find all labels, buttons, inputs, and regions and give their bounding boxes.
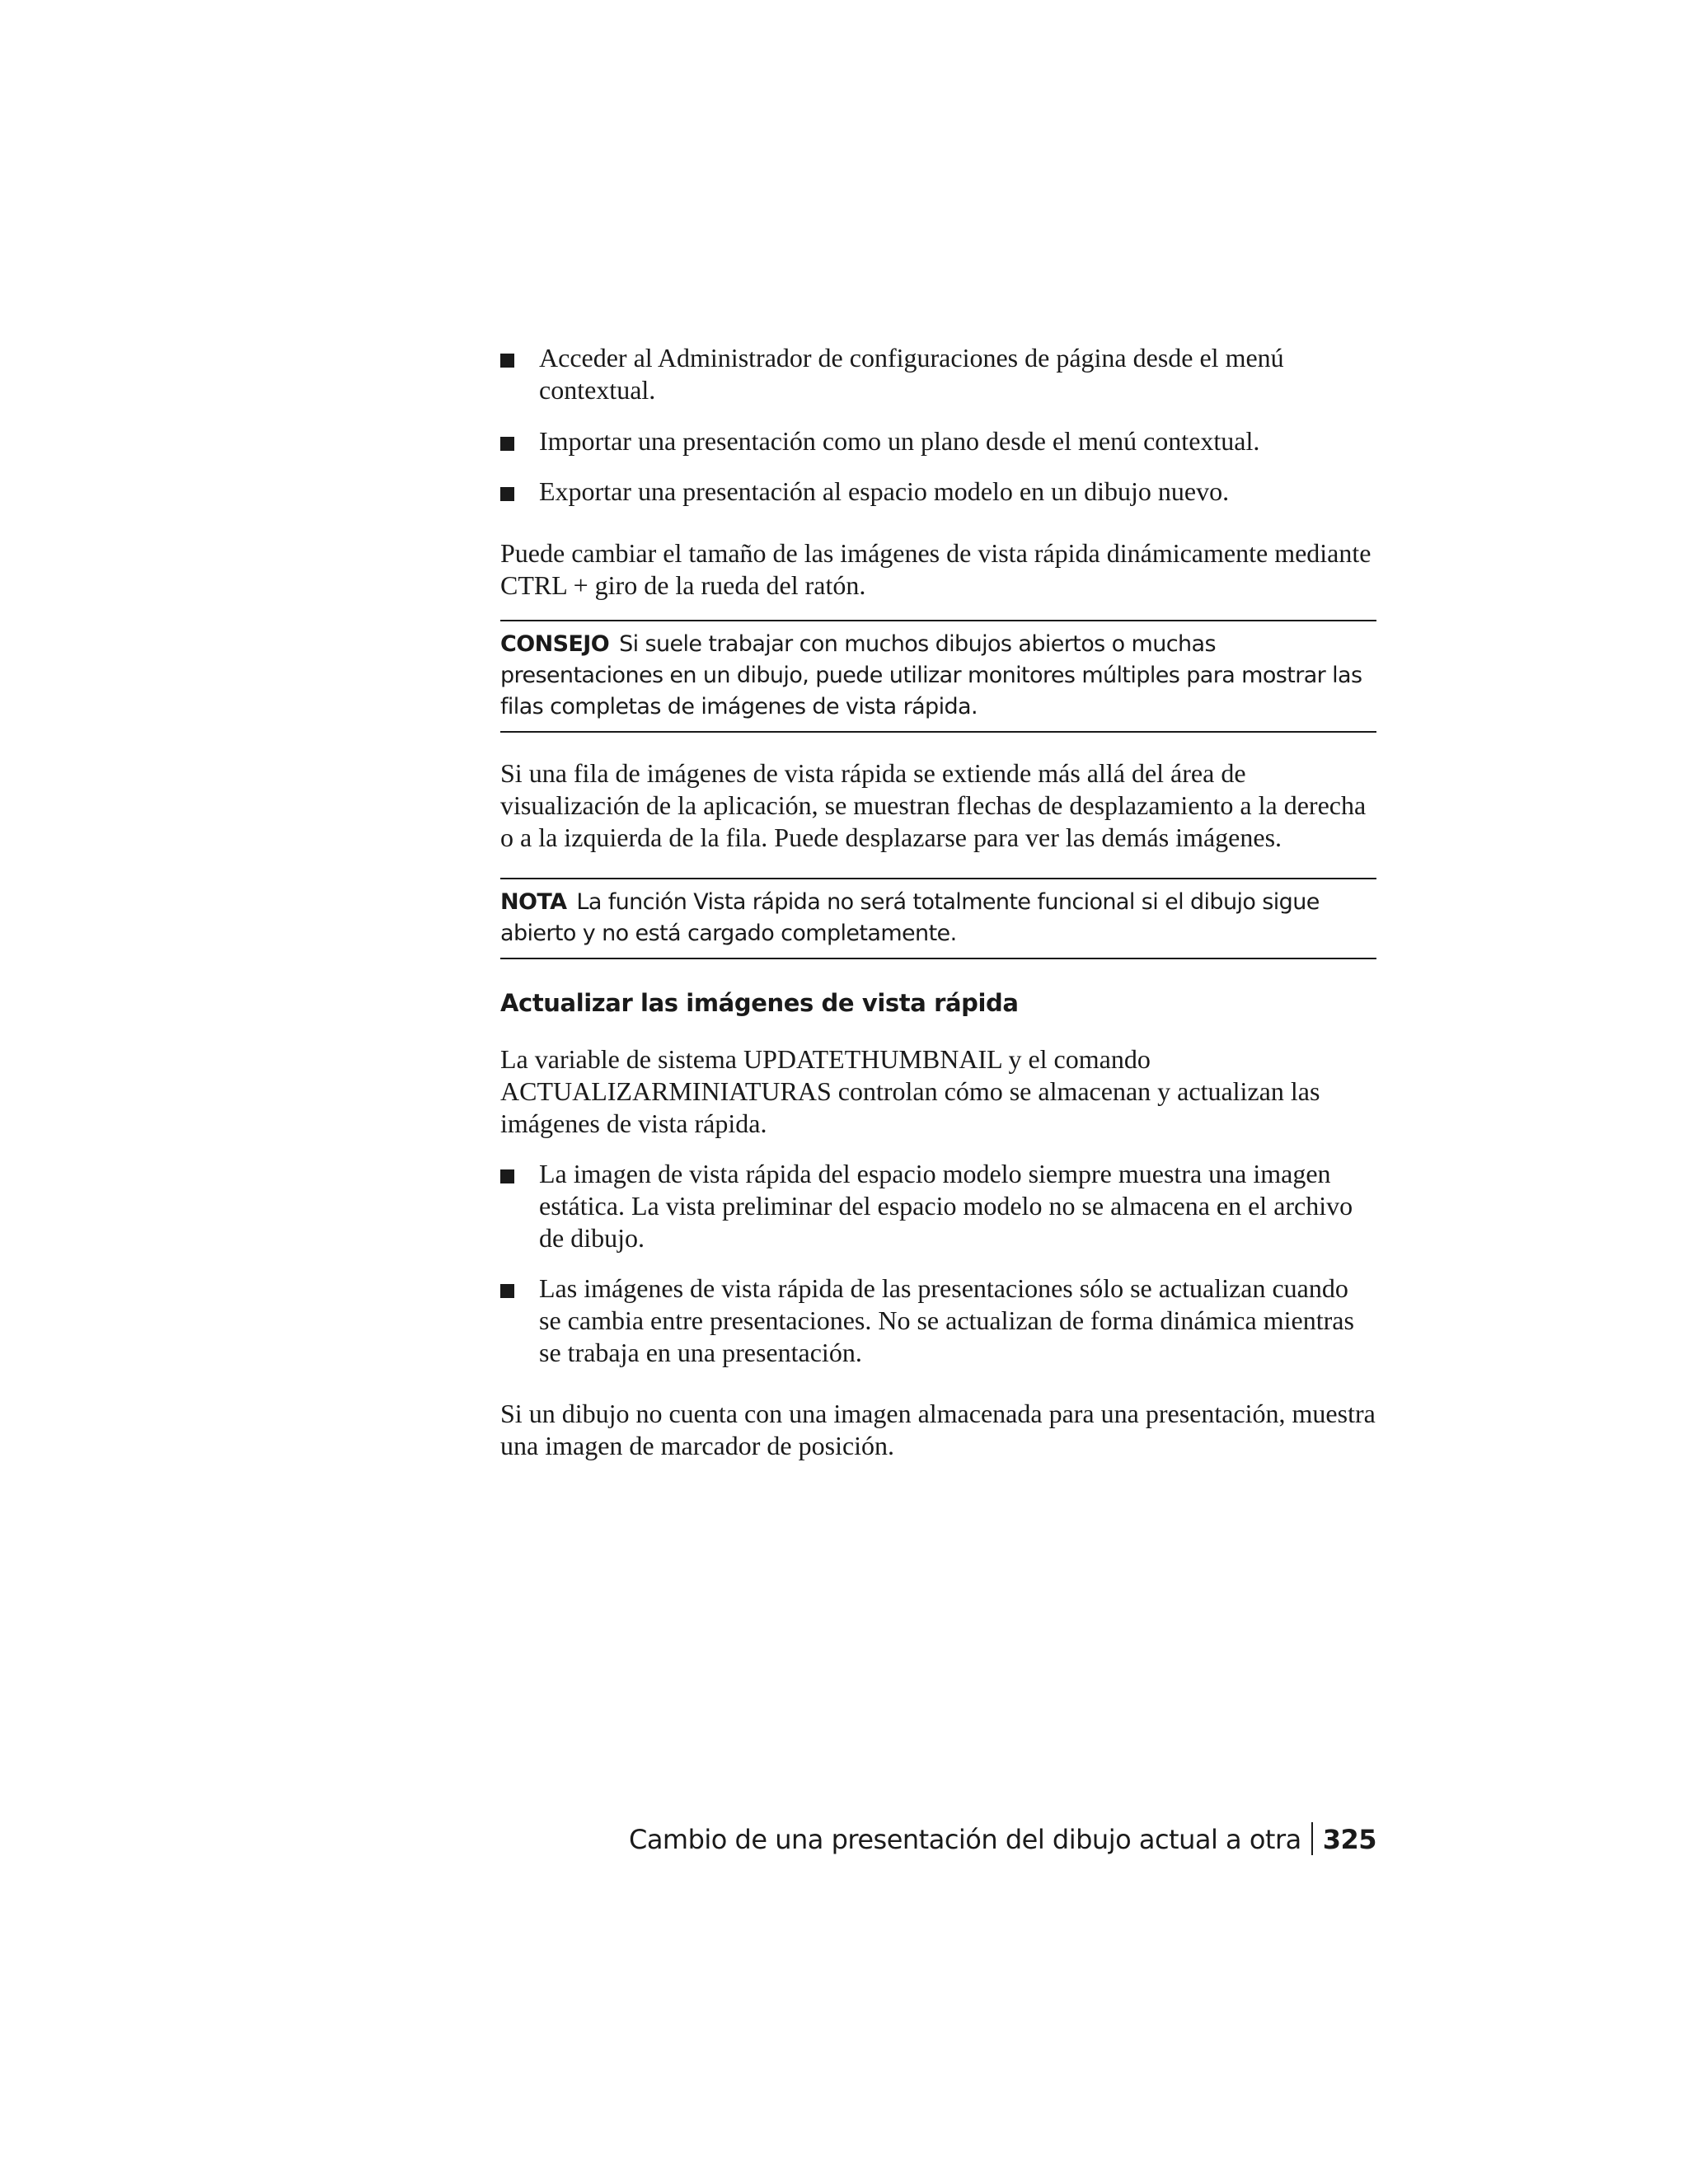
- list-item-text: Importar una presentación como un plano desde el menú contextual.: [539, 426, 1260, 456]
- square-bullet-icon: [500, 437, 514, 451]
- list-item-text: Acceder al Administrador de configuraciones de página desde el menú contextual.: [539, 343, 1284, 405]
- list-item: [500, 342, 1376, 406]
- paragraph-variable: La variable de sistema UPDATETHUMBNAIL y el comando ACTUALIZARMINIATURAS controlan cómo se almacenan y actualizan las imágenes de vista rápida.: [500, 1044, 1320, 1138]
- section-heading: Actualizar las imágenes de vista rápida: [500, 989, 1019, 1017]
- tip-label: CONSEJO: [500, 631, 610, 657]
- note-text: La función Vista rápida no será totalmente funcional si el dibujo sigue abierto y no está cargado completamente.: [500, 889, 1320, 946]
- list-item: [500, 425, 1376, 457]
- list-item: [500, 1272, 1376, 1369]
- bullet-list-top: [500, 342, 1376, 508]
- tip-box: [500, 620, 1376, 733]
- page-footer: [629, 1821, 1376, 1858]
- footer-chapter-title: Cambio de una presentación del dibujo actual a otra: [628, 1824, 1301, 1855]
- list-item-text: La imagen de vista rápida del espacio modelo siempre muestra una imagen estática. La vista preliminar del espacio modelo no se almacena en el archivo de dibujo.: [539, 1159, 1353, 1253]
- paragraph-placeholder: Si un dibujo no cuenta con una imagen almacenada para una presentación, muestra una imagen de marcador de posición.: [500, 1399, 1376, 1460]
- list-item: [500, 476, 1376, 508]
- square-bullet-icon: [500, 354, 514, 368]
- list-item-text: Las imágenes de vista rápida de las presentaciones sólo se actualizan cuando se cambia entre presentaciones. No se actualizan de forma dinámica mientras se trabaja en una presentación.: [539, 1273, 1354, 1367]
- bullet-list-bottom: [500, 1158, 1376, 1369]
- footer-separator: [1311, 1822, 1313, 1855]
- list-item: [500, 1158, 1376, 1254]
- square-bullet-icon: [500, 1169, 514, 1183]
- tip-text: Si suele trabajar con muchos dibujos abiertos o muchas presentaciones en un dibujo, puede utilizar monitores múltiples para mostrar las filas completas de imágenes de vista rápida.: [500, 631, 1362, 719]
- square-bullet-icon: [500, 1284, 514, 1298]
- note-box: [500, 878, 1376, 959]
- page-number: 325: [1322, 1824, 1376, 1855]
- paragraph-scroll: Si una fila de imágenes de vista rápida se extiende más allá del área de visualización de la aplicación, se muestran flechas de desplazamiento a la derecha o a la izquierda de la fila. Puede desplazarse para ver las demás imágenes.: [500, 758, 1367, 852]
- list-item-text: Exportar una presentación al espacio modelo en un dibujo nuevo.: [539, 476, 1230, 506]
- paragraph-resize: Puede cambiar el tamaño de las imágenes de vista rápida dinámicamente mediante CTRL + giro de la rueda del ratón.: [500, 538, 1372, 600]
- square-bullet-icon: [500, 487, 514, 501]
- page-body: [500, 342, 1376, 1462]
- note-label: NOTA: [500, 889, 567, 915]
